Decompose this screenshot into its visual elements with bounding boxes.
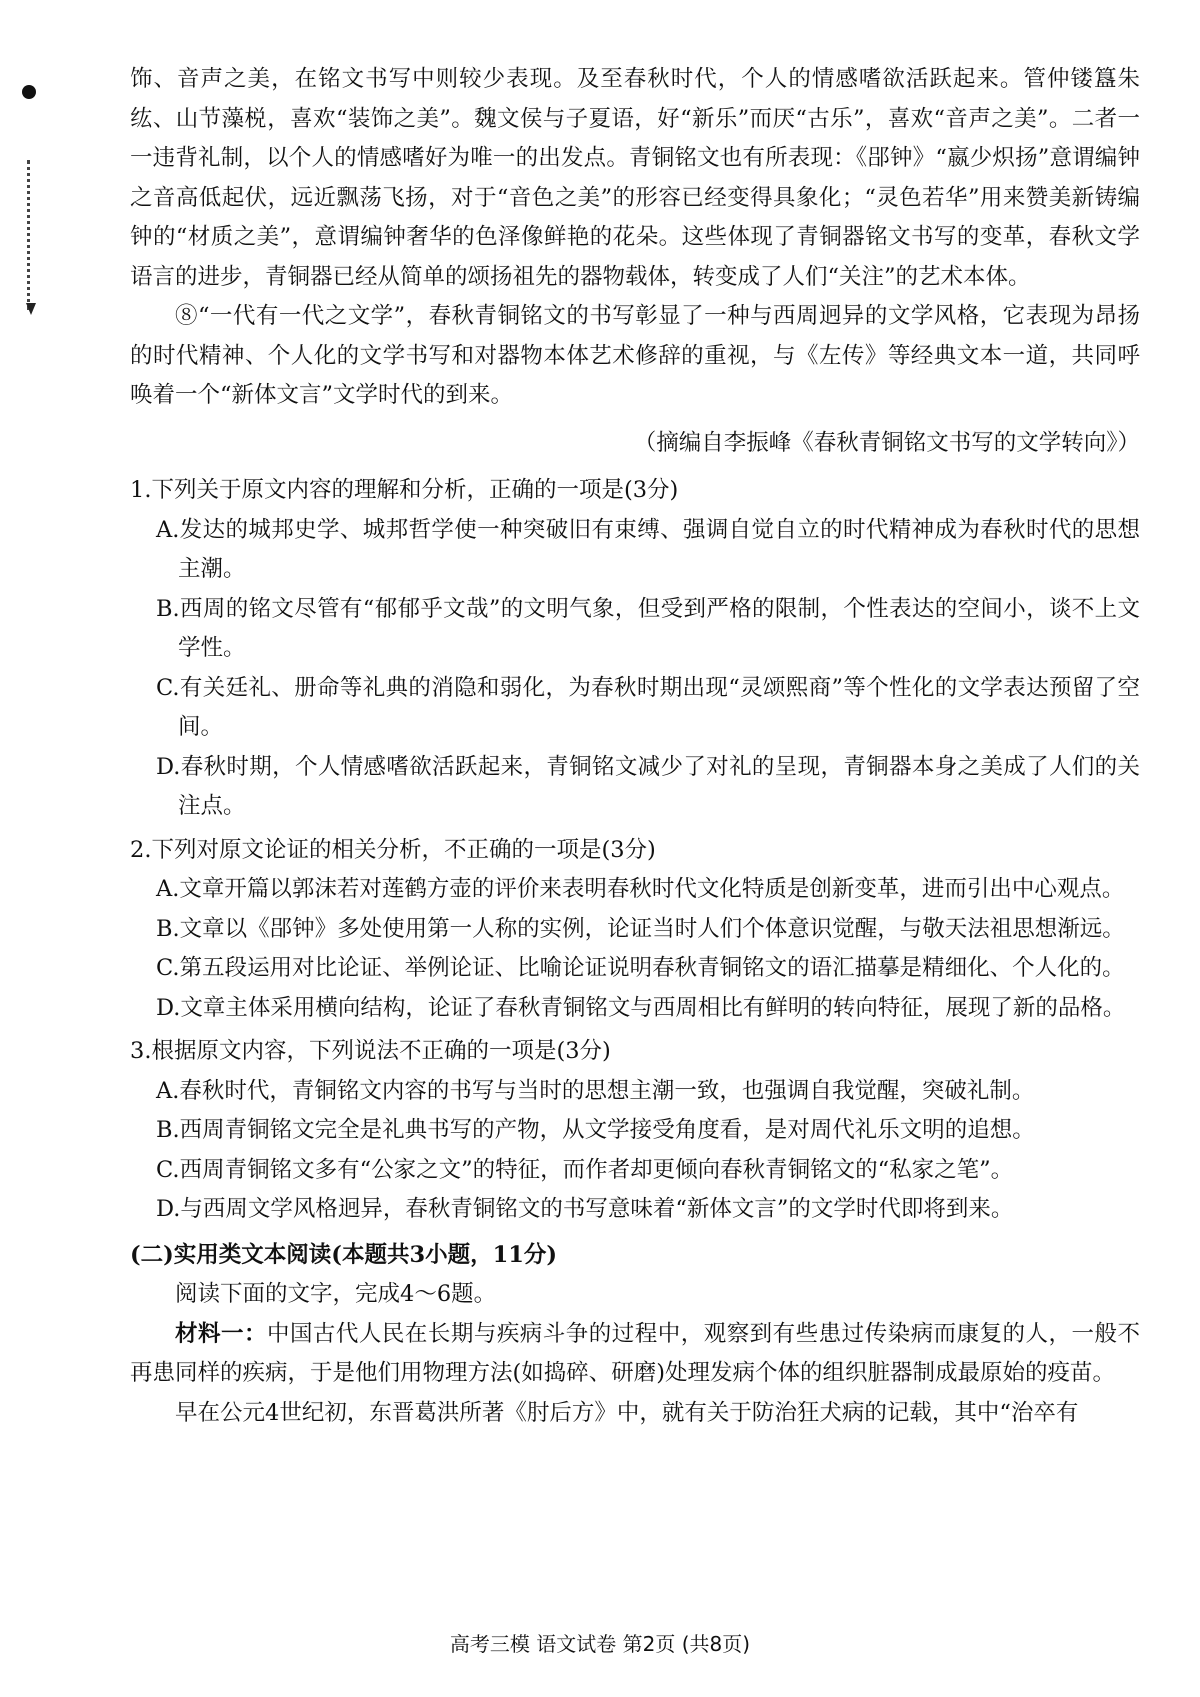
option-c: C.有关廷礼、册命等礼典的消隐和弱化，为春秋时期出现“灵颂熙商”等个性化的文学表达预留了空间。 — [156, 674, 1140, 740]
option-c: C.西周青铜铭文多有“公家之文”的特征，而作者却更倾向春秋青铜铭文的“私家之笔”。 — [156, 1156, 1014, 1183]
question-stem: 2.下列对原文论证的相关分析，不正确的一项是(3分) — [130, 836, 656, 863]
question-2 — [130, 831, 1140, 1029]
question-stem: 1.下列关于原文内容的理解和分析，正确的一项是(3分) — [130, 477, 679, 503]
page-footer: 高考三模 语文试卷 第2页 (共8页) — [449, 1632, 751, 1656]
passage-paragraph-7-continued: 饰、音声之美，在铭文书写中则较少表现。及至春秋时代，个人的情感嗜欲活跃起来。管仲镂簋朱纮、山节藻棁，喜欢“装饰之美”。魏文侯与子夏语，好“新乐”而厌“古乐”，喜欢“音声之美”。二者一一违背礼制，以个人的情感嗜好为唯一的出发点。青铜铭文也有所表现：《郘钟》“嬴少炽扬”意谓编钟之音高低起伏，远近飘荡飞扬，对于“音色之美”的形容已经变得具象化；“灵色若华”用来赞美新铸编钟的“材质之美”，意谓编钟奢华的色泽像鲜艳的花朵。这些体现了青铜器铭文书写的变革，春秋文学语言的进步，青铜器已经从简单的颂扬祖先的器物载体，转变成了人们“关注”的艺术本体。 — [130, 66, 1140, 290]
option-d: D.与西周文学风格迥异，春秋青铜铭文的书写意味着“新体文言”的文学时代即将到来。 — [156, 1196, 1014, 1222]
exam-content — [130, 60, 1140, 1433]
option-a: A.发达的城邦史学、城邦哲学使一种突破旧有束缚、强调自觉自立的时代精神成为春秋时代的思想主潮。 — [156, 516, 1140, 582]
material-1-text: 中国古代人民在长期与疾病斗争的过程中，观察到有些患过传染病而康复的人，一般不再患同样的疾病，于是他们用物理方法(如捣碎、研磨)处理发病个体的组织脏器制成最原始的疫苗。 — [130, 1320, 1140, 1386]
option-a: A.春秋时代，青铜铭文内容的书写与当时的思想主潮一致，也强调自我觉醒，突破礼制。 — [156, 1077, 1035, 1104]
material-1-label: 材料一： — [175, 1320, 267, 1347]
option-c: C.第五段运用对比论证、举例论证、比喻论证说明春秋青铜铭文的语汇描摹是精细化、个人化的。 — [156, 955, 1125, 981]
material-1-paragraph-2: 早在公元4世纪初，东晋葛洪所著《肘后方》中，就有关于防治狂犬病的记载，其中“治卒有 — [175, 1399, 1079, 1426]
binding-dotted-line — [27, 160, 30, 310]
passage-paragraph-8: ⑧“一代有一代之文学”，春秋青铜铭文的书写彰显了一种与西周迥异的文学风格，它表现为昂扬的时代精神、个人化的文学书写和对器物本体艺术修辞的重视，与《左传》等经典文本一道，共同呼唤着一个“新体文言”文学时代的到来。 — [130, 303, 1140, 408]
passage-source: （摘编自李振峰《春秋青铜铭文书写的文学转向》） — [633, 429, 1140, 456]
binding-arrow-mark — [26, 303, 36, 315]
option-b: B.西周的铭文尽管有“郁郁乎文哉”的文明气象，但受到严格的限制，个性表达的空间小，谈不上文学性。 — [156, 595, 1140, 661]
question-1 — [130, 471, 1140, 827]
option-b: B.文章以《郘钟》多处使用第一人称的实例，论证当时人们个体意识觉醒，与敬天法祖思想渐远。 — [156, 915, 1125, 942]
option-a: A.文章开篇以郭沫若对莲鹤方壶的评价来表明春秋时代文化特质是创新变革，进而引出中心观点。 — [156, 876, 1125, 902]
option-d: D.文章主体采用横向结构，论证了春秋青铜铭文与西周相比有鲜明的转向特征，展现了新的品格。 — [156, 994, 1126, 1021]
binding-hole-mark — [22, 85, 36, 99]
section-instruction: 阅读下面的文字，完成4～6题。 — [175, 1281, 497, 1307]
section-heading: (二)实用类文本阅读(本题共3小题，11分) — [130, 1241, 558, 1268]
question-stem: 3.根据原文内容，下列说法不正确的一项是(3分) — [130, 1038, 611, 1064]
option-b: B.西周青铜铭文完全是礼典书写的产物，从文学接受角度看，是对周代礼乐文明的追想。 — [156, 1117, 1035, 1143]
option-d: D.春秋时期，个人情感嗜欲活跃起来，青铜铭文减少了对礼的呈现，青铜器本身之美成了人们的关注点。 — [156, 753, 1140, 819]
material-1-paragraph — [130, 1315, 1140, 1394]
question-3 — [130, 1032, 1140, 1230]
